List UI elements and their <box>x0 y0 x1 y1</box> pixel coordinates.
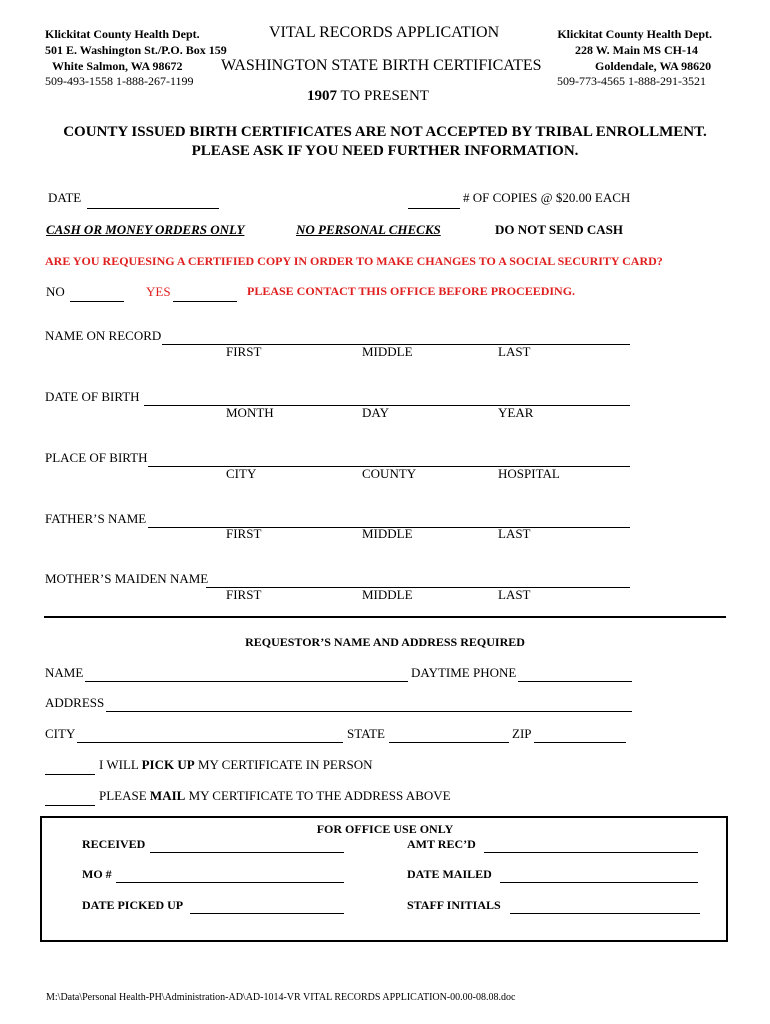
mo-number-label: MO # <box>82 867 112 881</box>
address-field[interactable] <box>106 693 632 712</box>
date-picked-up-field[interactable] <box>190 895 344 914</box>
year-range <box>307 88 429 105</box>
tribal-notice-line1: COUNTY ISSUED BIRTH CERTIFICATES ARE NOT ACCEPTED BY TRIBAL ENROLLMENT. <box>63 124 707 140</box>
record-label-name: NAME ON RECORD <box>45 328 162 343</box>
zip-field[interactable] <box>534 724 626 743</box>
date-label: DATE <box>48 190 82 205</box>
daytime-phone-label: DAYTIME PHONE <box>411 665 517 680</box>
dob-month-caption: MONTH <box>226 405 274 420</box>
form-title: VITAL RECORDS APPLICATION <box>269 24 500 41</box>
mother-middle-caption: MIDDLE <box>362 587 413 602</box>
date-picked-up-label: DATE PICKED UP <box>82 898 184 912</box>
record-label-dob: DATE OF BIRTH <box>45 389 140 404</box>
father-first-caption: FIRST <box>226 526 262 541</box>
ssn-question: ARE YOU REQUESING A CERTIFIED COPY IN ORDER TO MAKE CHANGES TO A SOCIAL SECURITY CARD? <box>45 254 663 268</box>
state-field[interactable] <box>389 724 509 743</box>
right-office-address: 228 W. Main MS CH-14 <box>575 43 699 57</box>
requestor-name-field[interactable] <box>85 663 408 682</box>
mother-last-caption: LAST <box>498 587 531 602</box>
mother-first-caption: FIRST <box>226 587 262 602</box>
father-last-caption: LAST <box>498 526 531 541</box>
record-label-mother: MOTHER’S MAIDEN NAME <box>45 571 209 586</box>
staff-initials-field[interactable] <box>510 895 700 914</box>
amt-recd-label: AMT REC’D <box>407 837 476 851</box>
date-mailed-field[interactable] <box>500 864 698 883</box>
name-on-record-field[interactable] <box>162 326 630 345</box>
place-of-birth-field[interactable] <box>148 448 630 467</box>
pickup-checkbox-field[interactable] <box>45 756 95 775</box>
section-divider <box>44 616 726 618</box>
left-office-name: Klickitat County Health Dept. <box>45 27 200 41</box>
no-checks-note: NO PERSONAL CHECKS <box>296 222 441 237</box>
address-label: ADDRESS <box>45 695 105 710</box>
pickup-prefix: I WILL <box>99 757 142 772</box>
year-suffix: TO PRESENT <box>337 88 429 104</box>
office-use-title: FOR OFFICE USE ONLY <box>316 822 454 836</box>
record-label-pob: PLACE OF BIRTH <box>45 450 148 465</box>
no-label: NO <box>46 284 65 299</box>
pickup-option-label <box>99 757 373 773</box>
left-office-city: White Salmon, WA 98672 <box>52 59 183 73</box>
left-office-address: 501 E. Washington St./P.O. Box 159 <box>45 43 227 57</box>
dob-year-caption: YEAR <box>498 405 534 420</box>
amt-recd-field[interactable] <box>484 834 698 853</box>
dob-day-caption: DAY <box>362 405 389 420</box>
date-of-birth-field[interactable] <box>144 387 630 406</box>
document-path-footer: M:\Data\Personal Health-PH\Administration-AD\AD-1014-VR VITAL RECORDS APPLICATION-00.00-08.08.doc <box>46 992 516 1003</box>
yes-label: YES <box>146 284 171 299</box>
state-label: STATE <box>347 726 385 741</box>
right-office-name: Klickitat County Health Dept. <box>557 27 712 41</box>
mail-suffix: MY CERTIFICATE TO THE ADDRESS ABOVE <box>185 788 451 803</box>
contact-office-notice: PLEASE CONTACT THIS OFFICE BEFORE PROCEEDING. <box>247 284 576 298</box>
date-field[interactable] <box>87 190 219 209</box>
father-middle-caption: MIDDLE <box>362 526 413 541</box>
city-label: CITY <box>45 726 76 741</box>
right-office-city: Goldendale, WA 98620 <box>595 59 712 73</box>
yes-field[interactable] <box>173 283 237 302</box>
mail-option-label <box>99 788 451 804</box>
record-label-father: FATHER’S NAME <box>45 511 147 526</box>
mo-number-field[interactable] <box>116 864 344 883</box>
city-field[interactable] <box>77 724 343 743</box>
name-first-caption: FIRST <box>226 344 262 359</box>
mail-prefix: PLEASE <box>99 788 150 803</box>
copies-label: # OF COPIES @ $20.00 EACH <box>463 190 631 205</box>
pob-hospital-caption: HOSPITAL <box>498 466 560 481</box>
cash-money-orders-note: CASH OR MONEY ORDERS ONLY <box>46 222 245 237</box>
received-label: RECEIVED <box>82 837 146 851</box>
left-office-phones: 509-493-1558 1-888-267-1199 <box>45 74 194 88</box>
name-middle-caption: MIDDLE <box>362 344 413 359</box>
mail-checkbox-field[interactable] <box>45 787 95 806</box>
daytime-phone-field[interactable] <box>518 663 632 682</box>
tribal-notice-line2: PLEASE ASK IF YOU NEED FURTHER INFORMATION. <box>191 143 579 159</box>
pickup-suffix: MY CERTIFICATE IN PERSON <box>194 757 373 772</box>
staff-initials-label: STAFF INITIALS <box>407 898 501 912</box>
pob-county-caption: COUNTY <box>362 466 417 481</box>
copies-field[interactable] <box>408 190 460 209</box>
pob-city-caption: CITY <box>226 466 257 481</box>
requestor-name-label: NAME <box>45 665 84 680</box>
right-office-phones: 509-773-4565 1-888-291-3521 <box>557 74 706 88</box>
no-field[interactable] <box>70 283 124 302</box>
zip-label: ZIP <box>512 726 532 741</box>
no-cash-note: DO NOT SEND CASH <box>495 222 623 237</box>
mail-bold: MAIL <box>149 788 186 803</box>
year-start: 1907 <box>307 88 337 104</box>
date-mailed-label: DATE MAILED <box>407 867 492 881</box>
form-subtitle: WASHINGTON STATE BIRTH CERTIFICATES <box>221 57 542 74</box>
mothers-maiden-name-field[interactable] <box>206 569 630 588</box>
requestor-heading: REQUESTOR’S NAME AND ADDRESS REQUIRED <box>245 635 525 649</box>
pickup-bold: PICK UP <box>141 757 195 772</box>
received-field[interactable] <box>150 834 344 853</box>
name-last-caption: LAST <box>498 344 531 359</box>
